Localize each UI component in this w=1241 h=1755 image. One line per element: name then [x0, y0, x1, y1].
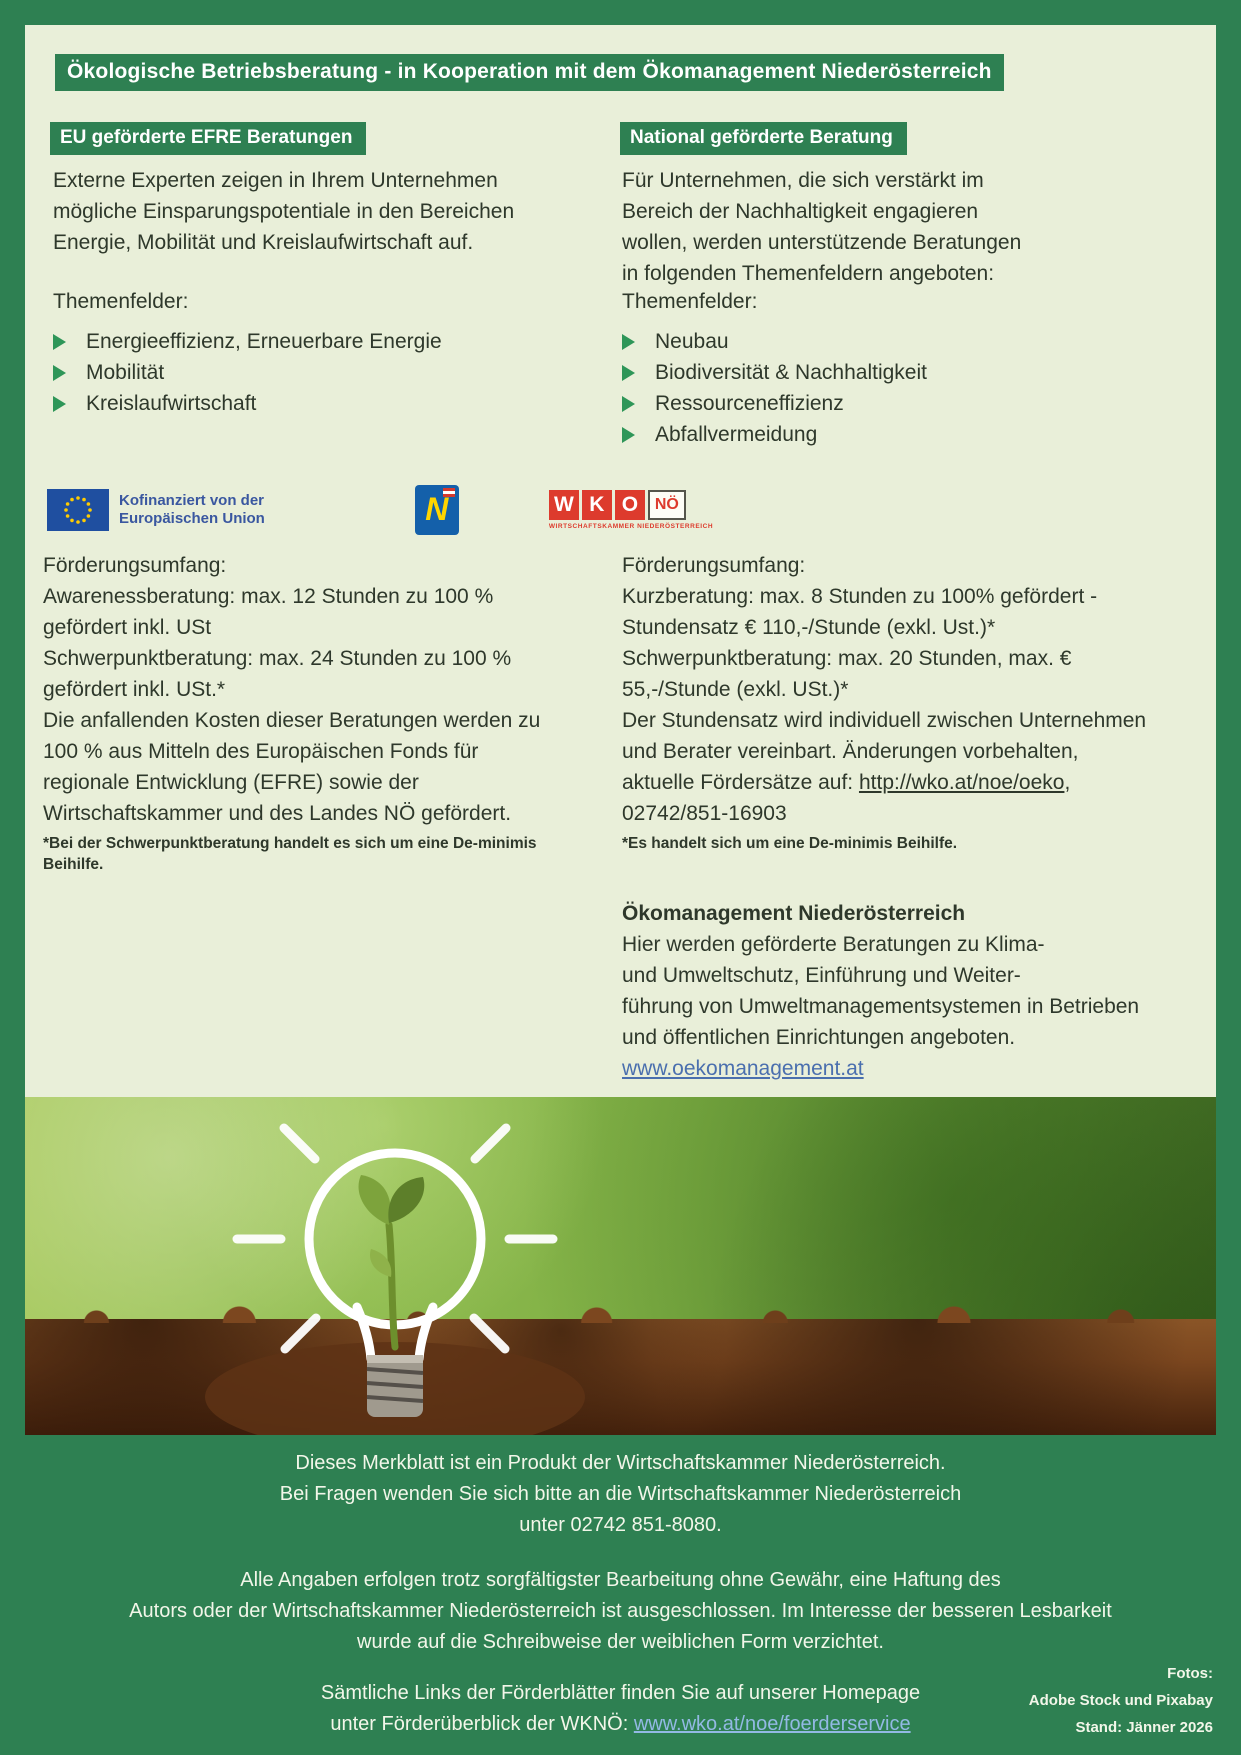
wko-letter-tile: O [615, 490, 645, 520]
text-line: Für Unternehmen, die sich verstärkt im [622, 169, 984, 192]
text-line: Kurzberatung: max. 8 Stunden zu 100% gefördert - [622, 585, 1098, 608]
text-line: Sämtliche Links der Förderblätter finden Sie auf unserer Homepage [320, 1682, 921, 1704]
wko-letter-tile: W [549, 490, 579, 520]
text-line: regionale Entwicklung (EFRE) sowie der [43, 771, 419, 794]
text-line: mögliche Einsparungspotentiale in den Bereichen [53, 200, 515, 223]
bullet-label: Kreislaufwirtschaft [86, 391, 257, 415]
text-line: gefördert inkl. USt.* [43, 678, 226, 701]
right-intro-paragraph [622, 165, 1021, 289]
text-line: 100 % aus Mitteln des Europäischen Fonds für [43, 740, 479, 763]
page-title: Ökologische Betriebsberatung - in Kooperation mit dem Ökomanagement Niederösterreich [55, 54, 1004, 91]
text-line: Stand: Jänner 2026 [1075, 1719, 1213, 1736]
left-themes-label: Themenfelder: [53, 290, 189, 313]
right-themes-label: Themenfelder: [622, 290, 758, 313]
eu-cofinanced-logo [47, 489, 265, 531]
text-line: Stundensatz € 110,-/Stunde (exkl. Ust.)* [622, 616, 996, 639]
text-line: Wirtschaftskammer und des Landes NÖ gefördert. [43, 802, 512, 825]
bullet-label: Mobilität [86, 360, 165, 384]
content-panel [25, 25, 1216, 1097]
eu-flag-icon [47, 489, 109, 531]
bullet-arrow-icon [53, 396, 66, 412]
text-line: Autors oder der Wirtschaftskammer Niederösterreich ist ausgeschlossen. Im Interesse der besseren Lesbarkeit [129, 1600, 1112, 1622]
footer-disclaimer-paragraph [0, 1565, 1241, 1658]
text-line: in folgenden Themenfeldern angeboten: [622, 262, 995, 285]
photo-lightbulb-seedling [25, 1097, 1216, 1435]
text-line: Awarenessberatung: max. 12 Stunden zu 100 % [43, 585, 494, 608]
bullet-label: Ressourceneffizienz [655, 391, 844, 415]
n-logo-letter: N [425, 491, 449, 527]
text-line: Schwerpunktberatung: max. 20 Stunden, max. € [622, 647, 1072, 670]
footer-contact-paragraph [0, 1448, 1241, 1541]
right-column-header: National geförderte Beratung [620, 122, 907, 155]
left-intro-paragraph [53, 165, 514, 258]
text-line: Der Stundensatz wird individuell zwischen Unternehmen [622, 709, 1147, 732]
wko-noe-tile: NÖ [648, 490, 686, 520]
list-item [53, 326, 442, 357]
text-line: wurde auf die Schreibweise der weiblichen Form verzichtet. [357, 1631, 884, 1653]
text-line: Schwerpunktberatung: max. 24 Stunden zu 100 % [43, 647, 512, 670]
text-line: gefördert inkl. USt [43, 616, 212, 639]
list-item [622, 388, 927, 419]
right-funding-footnote: *Es handelt sich um eine De-minimis Beihilfe. [622, 835, 958, 852]
lightbulb-sprout-illustration [85, 1097, 705, 1435]
text-line: Bei Fragen wenden Sie sich bitte an die Wirtschaftskammer Niederösterreich [279, 1483, 962, 1505]
bullet-label: Energieeffizienz, Erneuerbare Energie [86, 329, 442, 353]
text-line: wollen, werden unterstützende Beratungen [622, 231, 1022, 254]
list-item [622, 419, 927, 450]
left-bullet-list [53, 326, 442, 419]
text-line: Kofinanziert von der [119, 492, 265, 509]
oekomanagement-heading: Ökomanagement Niederösterreich [622, 902, 966, 925]
list-item [622, 326, 927, 357]
link-line-suffix: , [1064, 771, 1071, 794]
phone-number: 02742/851-16903 [622, 802, 787, 825]
text-line: und öffentlichen Einrichtungen angeboten. [622, 1026, 1016, 1049]
foerderservice-link[interactable]: www.wko.at/noe/foerderservice [633, 1713, 911, 1735]
text-line: 55,-/Stunde (exkl. USt.)* [622, 678, 849, 701]
link-line-prefix: aktuelle Fördersätze auf: [622, 771, 859, 794]
bullet-arrow-icon [53, 334, 66, 350]
text-line: Adobe Stock und Pixabay [1028, 1692, 1213, 1709]
oekomanagement-block [622, 898, 1139, 1084]
text-line: Hier werden geförderte Beratungen zu Klima- [622, 933, 1045, 956]
wko-logo [549, 490, 713, 530]
logo-row [47, 480, 713, 540]
text-line: unter 02742 851-8080. [519, 1514, 722, 1536]
bullet-arrow-icon [622, 427, 635, 443]
text-line: Dieses Merkblatt ist ein Produkt der Wirtschaftskammer Niederösterreich. [295, 1452, 946, 1474]
text-line: und Umweltschutz, Einführung und Weiter- [622, 964, 1021, 987]
list-item [53, 357, 442, 388]
bullet-label: Neubau [655, 329, 729, 353]
bullet-label: Biodiversität & Nachhaltigkeit [655, 360, 927, 384]
wko-logo-subline: WIRTSCHAFTSKAMMER NIEDERÖSTERREICH [548, 523, 714, 530]
wko-oeko-link[interactable]: http://wko.at/noe/oeko [858, 771, 1065, 794]
funding-heading: Förderungsumfang: [43, 554, 227, 577]
text-line: und Berater vereinbart. Änderungen vorbehalten, [622, 740, 1079, 763]
text-line: Energie, Mobilität und Kreislaufwirtschaft auf. [53, 231, 474, 254]
right-funding-block [622, 550, 1146, 854]
text-line: Externe Experten zeigen in Ihrem Unternehmen [53, 169, 498, 192]
text-line: Alle Angaben erfolgen trotz sorgfältigster Bearbeitung ohne Gewähr, eine Haftung des [240, 1569, 1001, 1591]
text-line [622, 767, 1146, 798]
right-bullet-list [622, 326, 927, 450]
oekomanagement-link[interactable]: www.oekomanagement.at [622, 1057, 864, 1080]
footer-link-prefix: unter Förderüberblick der WKNÖ: [330, 1713, 634, 1735]
text-line: Fotos: [1167, 1665, 1213, 1682]
text-line: führung von Umweltmanagementsystemen in Betrieben [622, 995, 1140, 1018]
niederoesterreich-logo [415, 485, 459, 535]
eu-logo-label [119, 492, 265, 528]
wko-letter-tile: K [582, 490, 612, 520]
text-line: Bereich der Nachhaltigkeit engagieren [622, 200, 979, 223]
bullet-arrow-icon [53, 365, 66, 381]
text-line: Europäischen Union [119, 510, 265, 527]
bullet-label: Abfallvermeidung [655, 422, 818, 446]
funding-heading: Förderungsumfang: [622, 554, 806, 577]
bullet-arrow-icon [622, 365, 635, 381]
list-item [622, 357, 927, 388]
text-line: Die anfallenden Kosten dieser Beratungen werden zu [43, 709, 541, 732]
left-funding-footnote: *Bei der Schwerpunktberatung handelt es sich um eine De-minimis Beihilfe. [43, 835, 537, 873]
left-column-header: EU geförderte EFRE Beratungen [50, 122, 366, 155]
photo-credits [1029, 1660, 1213, 1741]
bullet-arrow-icon [622, 396, 635, 412]
bullet-arrow-icon [622, 334, 635, 350]
list-item [53, 388, 442, 419]
left-funding-block [43, 550, 553, 875]
wko-letter-row [549, 490, 713, 520]
